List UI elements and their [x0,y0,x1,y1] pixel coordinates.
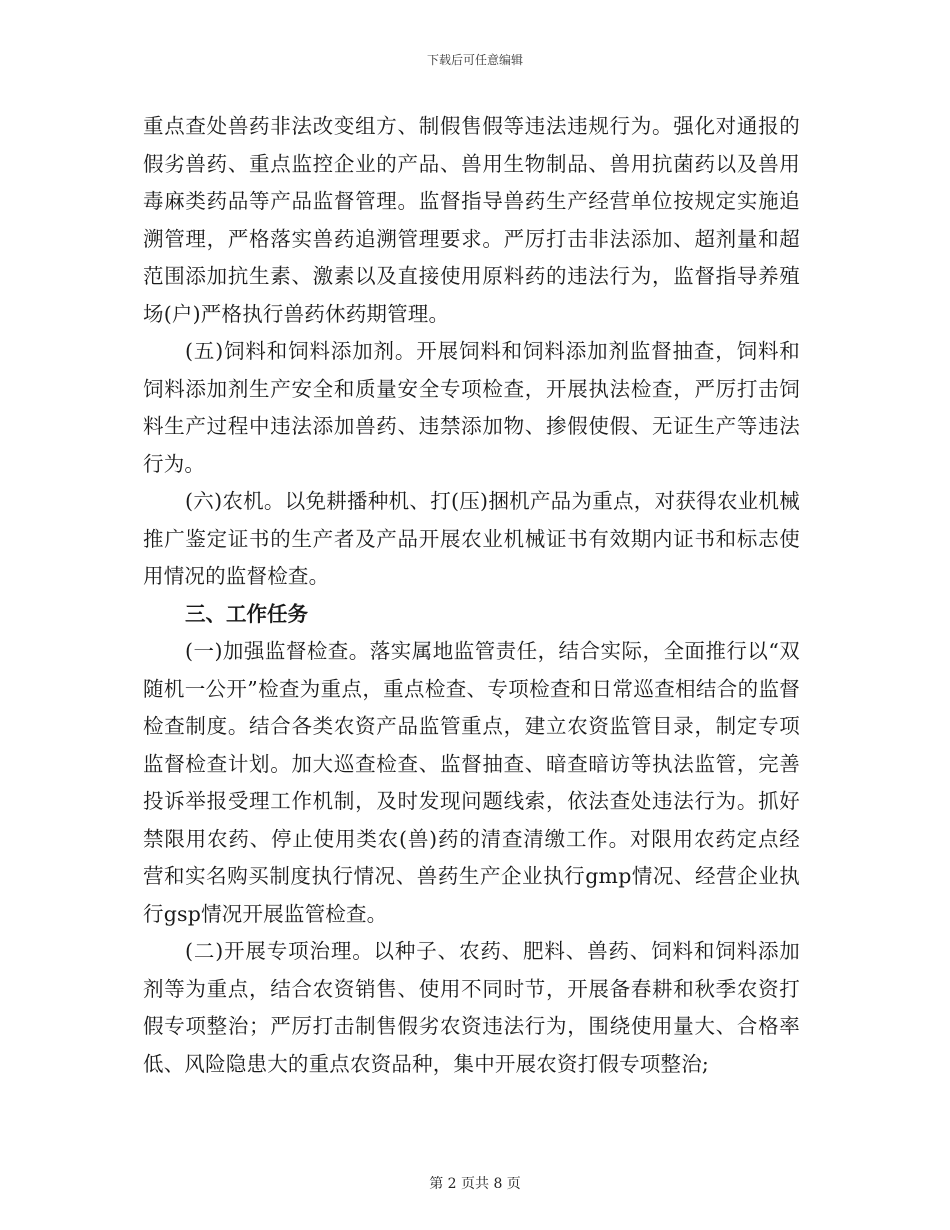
page-header: 下载后可任意编辑 [426,53,523,67]
document-body [143,108,800,1083]
paragraph-feed-additives: (五)饲料和饲料添加剂。开展饲料和饲料添加剂监督抽查，饲料和饲料添加剂生产安全和质量安全专项检查，开展执法检查，严厉打击饲料生产过程中违法添加兽药、违禁添加物、掺假使假、无证生产等违法行为。 [143,339,800,476]
page-footer: 第 2 页共 8 页 [429,1176,521,1192]
section-heading-work-tasks: 三、工作任务 [185,601,308,626]
paragraph-veterinary-drugs: 重点查处兽药非法改变组方、制假售假等违法违规行为。强化对通报的假劣兽药、重点监控企业的产品、兽用生物制品、兽用抗菌药以及兽用毒麻类药品等产品监督管理。监督指导兽药生产经营单位按规定实施追溯管理，严格落实兽药追溯管理要求。严厉打击非法添加、超剂量和超范围添加抗生素、激素以及直接使用原料药的违法行为，监督指导养殖场(户)严格执行兽药休药期管理。 [143,114,800,326]
paragraph-supervision-inspection: (一)加强监督检查。落实属地监管责任，结合实际，全面推行以“双随机一公开”检查为重点，重点检查、专项检查和日常巡查相结合的监督检查制度。结合各类农资产品监管重点，建立农资监管目录，制定专项监督检查计划。加大巡查检查、监督抽查、暗查暗访等执法监管，完善投诉举报受理工作机制，及时发现问题线索，依法查处违法行为。抓好禁限用农药、停止使用类农(兽)药的清查清缴工作。对限用农药定点经营和实名购买制度执行情况、兽药生产企业执行gmp情况、经营企业执行gsp情况开展监管检查。 [143,639,800,926]
paragraph-special-governance: (二)开展专项治理。以种子、农药、肥料、兽药、饲料和饲料添加剂等为重点，结合农资销售、使用不同时节，开展备春耕和秋季农资打假专项整治；严厉打击制售假劣农资违法行为，围绕使用量大、合格率低、风险隐患大的重点农资品种，集中开展农资打假专项整治; [143,939,800,1076]
paragraph-agricultural-machinery: (六)农机。以免耕播种机、打(压)捆机产品为重点，对获得农业机械推广鉴定证书的生产者及产品开展农业机械证书有效期内证书和标志使用情况的监督检查。 [143,489,800,588]
